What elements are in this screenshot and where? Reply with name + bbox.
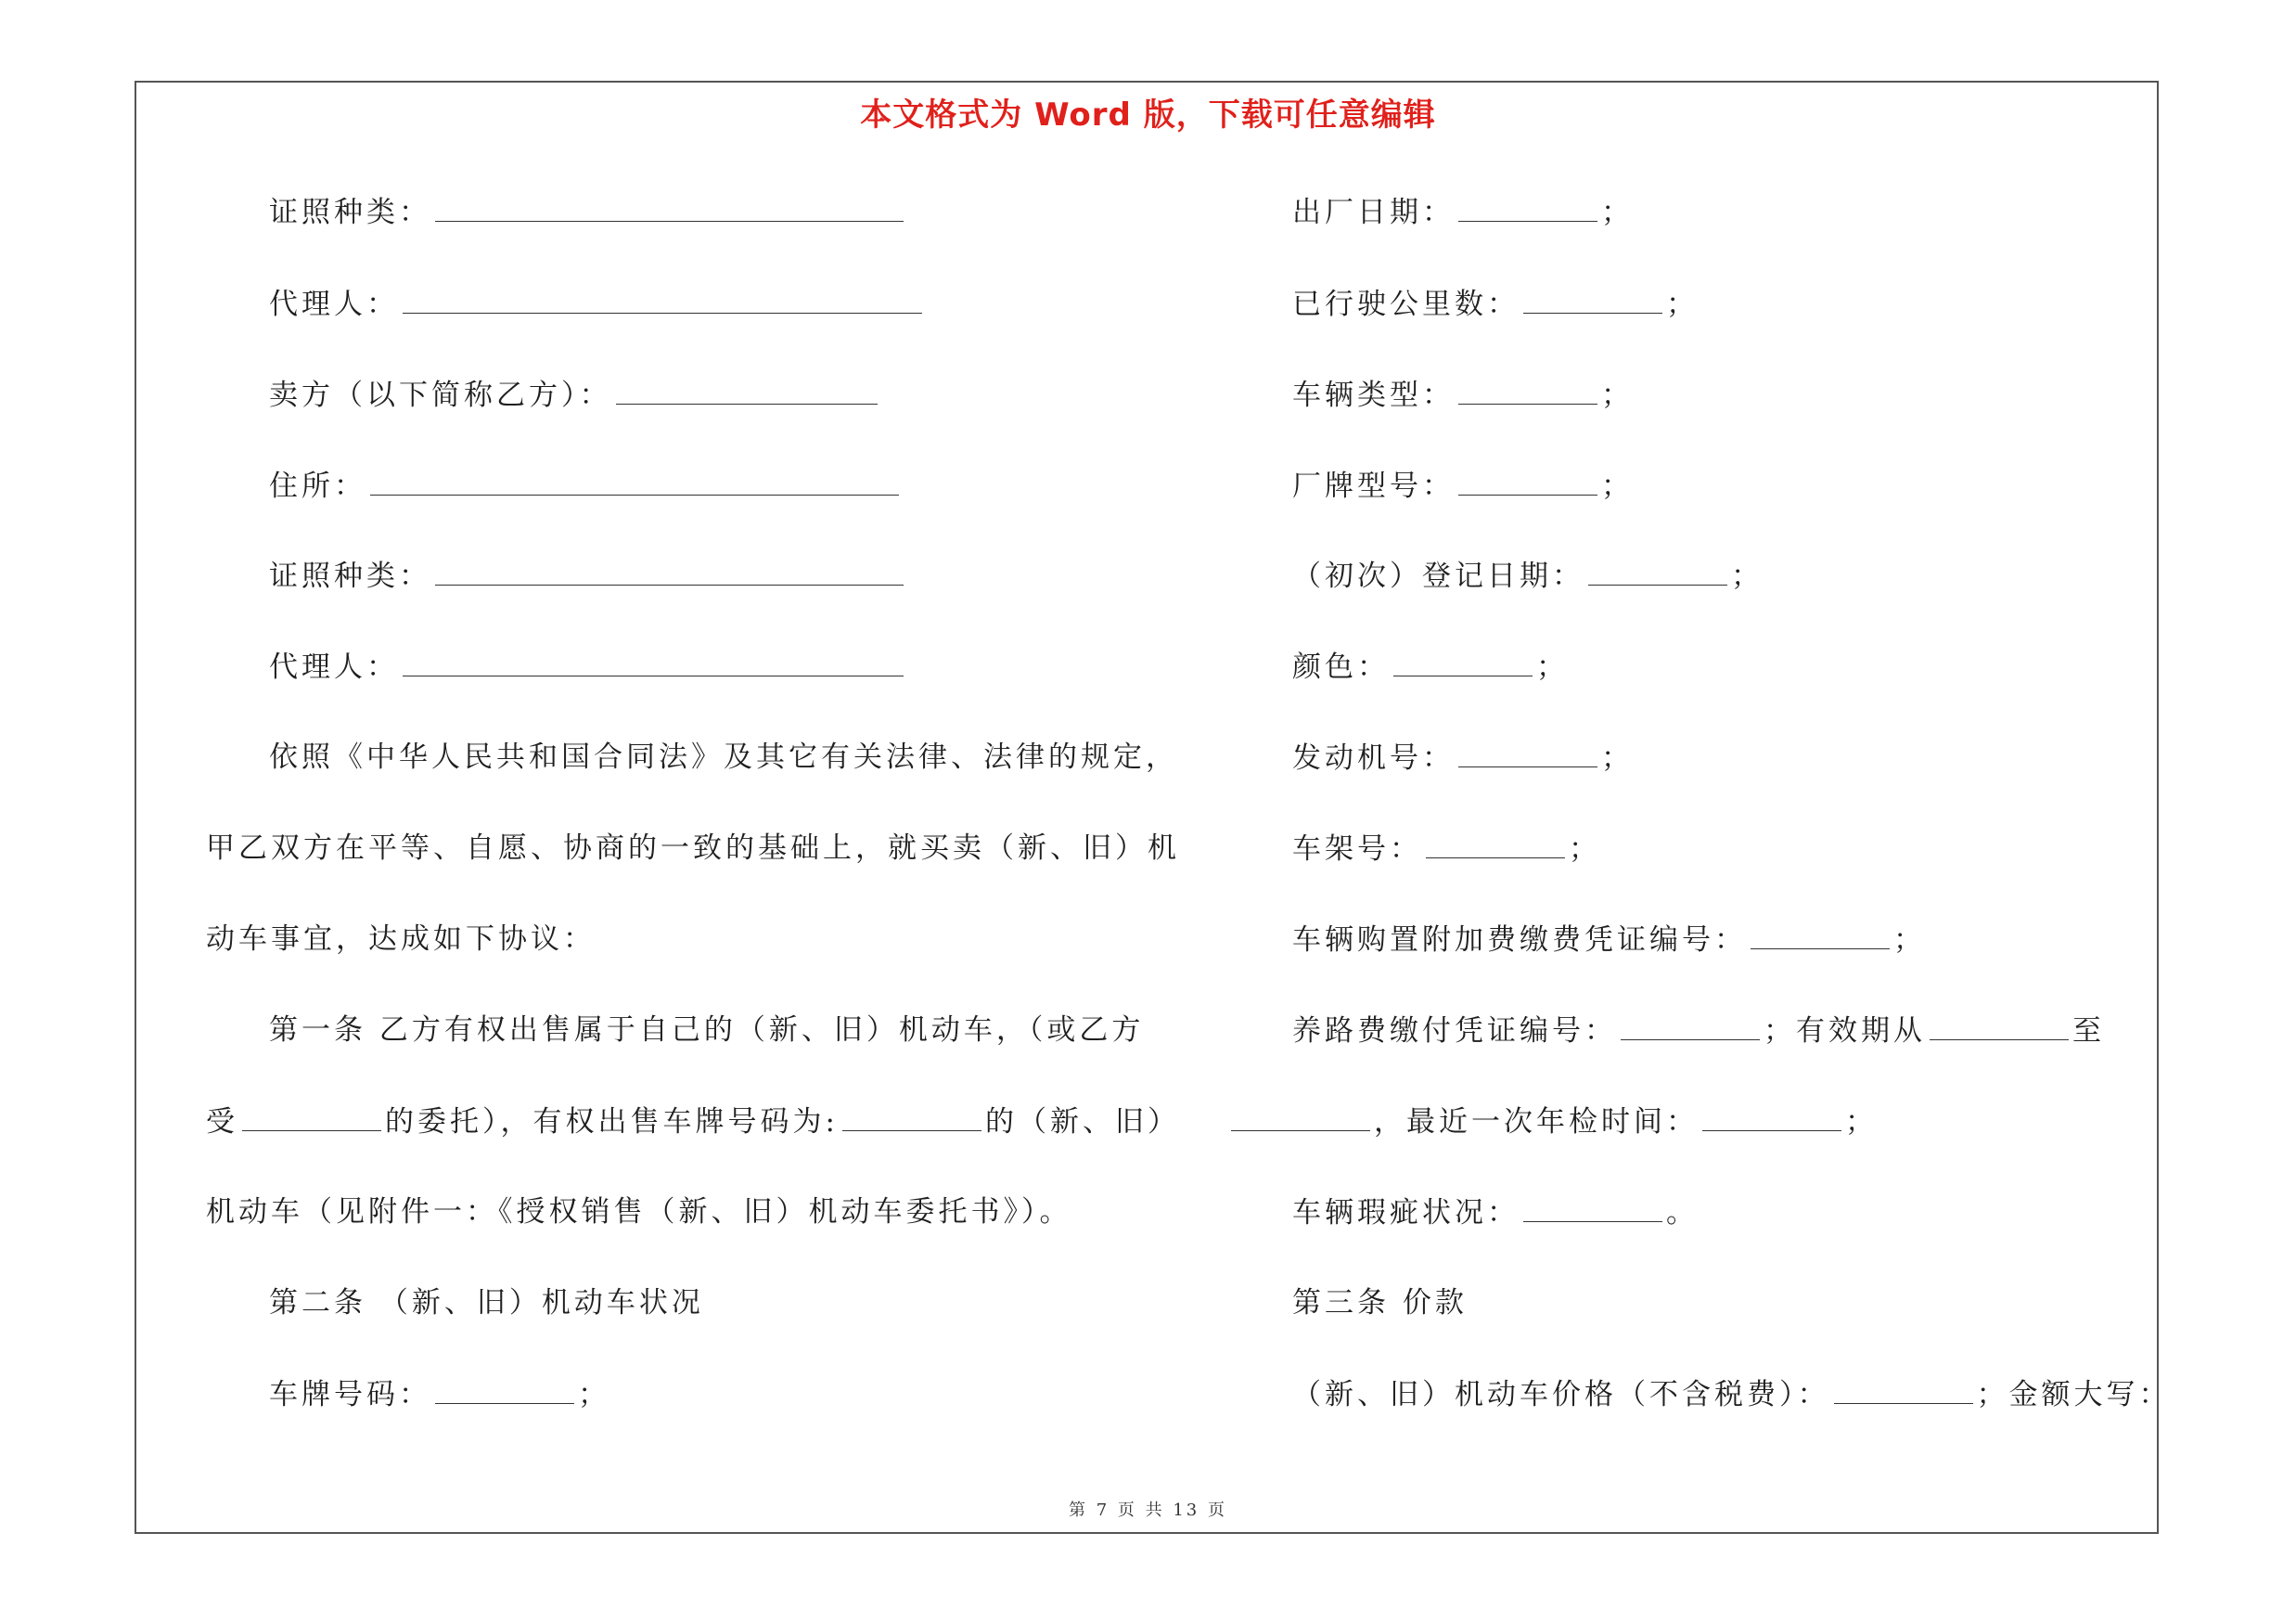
label: 代理人： (269, 650, 399, 684)
blank-field (1231, 1102, 1370, 1131)
paragraph-line: 动车事宜，达成如下协议： (206, 922, 596, 956)
defect-status-line: 车辆瑕疵状况： 。 (1292, 1193, 1699, 1231)
color-line: 颜色： ； (1292, 648, 1569, 686)
blank-field (435, 1375, 574, 1404)
label: 卖方（以下简称乙方）： (269, 379, 612, 412)
blank-field (1393, 648, 1533, 676)
format-banner: 本文格式为 Word 版，下载可任意编辑 (860, 97, 1436, 134)
blank-field (1523, 285, 1662, 314)
blank-field (435, 193, 904, 222)
paragraph-line: 机动车（见附件一：《授权销售（新、旧）机动车委托书》）。 (206, 1195, 1072, 1229)
label: 证照种类： (269, 560, 431, 593)
blank-field (1458, 739, 1597, 767)
blank-field (1458, 193, 1597, 222)
blank-field (1523, 1193, 1662, 1222)
blank-field (1458, 376, 1597, 405)
blank-field (616, 376, 878, 405)
plate-number-line: 车牌号码： ； (269, 1375, 610, 1413)
blank-field (842, 1102, 981, 1131)
blank-field (435, 557, 904, 586)
blank-field (1621, 1011, 1760, 1040)
engine-number-line: 发动机号： ； (1292, 739, 1634, 777)
mileage-line: 已行驶公里数： ； (1292, 285, 1699, 323)
label: 证照种类： (269, 196, 431, 229)
seller-line (269, 376, 881, 414)
blank-field (1751, 921, 1890, 949)
address-line (269, 467, 903, 505)
paragraph-line: 甲乙双方在平等、自愿、协商的一致的基础上，就买卖（新、旧）机 (206, 831, 1180, 865)
road-fee-line: 养路费缴付凭证编号： ；有效期从 至 (1292, 1011, 2105, 1050)
blank-field (1702, 1102, 1841, 1131)
article-three-heading: 第三条 价款 (1292, 1286, 1468, 1320)
price-line: （新、旧）机动车价格（不含税费）： ；金额大写： (1292, 1375, 2172, 1413)
agent-line-2 (269, 648, 907, 686)
frame-number-line: 车架号： ； (1292, 830, 1601, 868)
paragraph-line: 依照《中华人民共和国合同法》及其它有关法律、法律的规定， (269, 741, 1178, 774)
factory-date-line: 出厂日期： ； (1292, 193, 1634, 231)
inspection-line: ，最近一次年检时间： ； (1227, 1102, 1878, 1140)
blank-field (1834, 1375, 1973, 1404)
page-number-footer: 第 7 页 共 13 页 (1069, 1501, 1227, 1520)
brand-model-line: 厂牌型号： ； (1292, 467, 1634, 505)
blank-field (403, 285, 922, 314)
vehicle-type-line: 车辆类型： ； (1292, 376, 1634, 414)
blank-field (403, 648, 904, 676)
registration-date-line: （初次）登记日期： ； (1292, 557, 1764, 595)
blank-field (1426, 830, 1565, 858)
label: 车牌号码： (269, 1378, 431, 1411)
blank-field (242, 1102, 381, 1131)
agent-line-1 (269, 285, 926, 323)
label: 住所： (269, 470, 366, 503)
article-one-line: 第一条 乙方有权出售属于自己的（新、旧）机动车，（或乙方 (269, 1013, 1145, 1047)
blank-field (1458, 467, 1597, 496)
entrust-line: 受 的委托），有权出售车牌号码为: 的（新、旧） (206, 1102, 1180, 1140)
purchase-tax-line: 车辆购置附加费缴费凭证编号： ； (1292, 921, 1926, 959)
id-type-line-1 (269, 193, 907, 231)
blank-field (1930, 1011, 2069, 1040)
label: 代理人： (269, 288, 399, 321)
id-type-line-2 (269, 557, 907, 595)
article-two-heading: 第二条 （新、旧）机动车状况 (269, 1286, 704, 1320)
blank-field (1588, 557, 1727, 586)
blank-field (370, 467, 899, 496)
